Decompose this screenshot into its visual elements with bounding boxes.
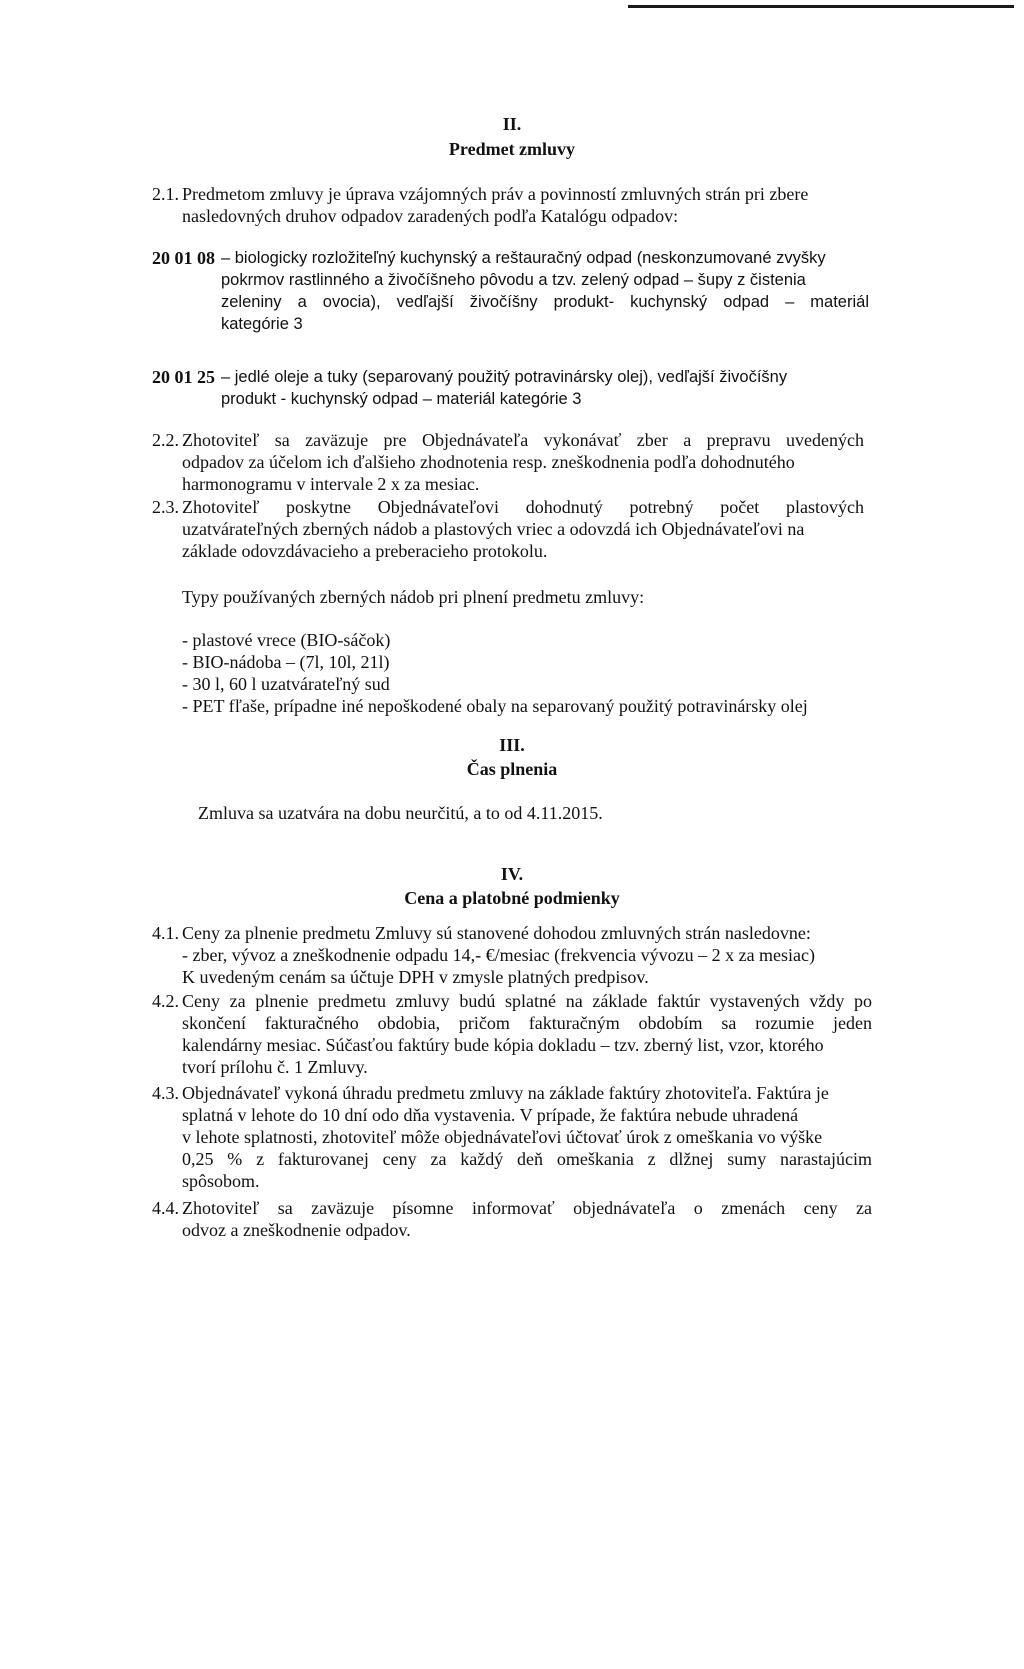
waste-code-2-line: produkt - kuchynský odpad – materiál kategórie 3 <box>221 390 582 408</box>
clause-4-1-line: K uvedeným cenám sa účtuje DPH v zmysle platných predpisov. <box>182 967 649 987</box>
waste-code-1-line: pokrmov rastlinného a živočíšneho pôvodu a tzv. zelený odpad – šupy z čistenia <box>221 271 806 289</box>
clause-4-3-line: splatná v lehote do 10 dní odo dňa vystavenia. V prípade, že faktúra nebude uhradená <box>182 1105 799 1125</box>
clause-2-1-line: Predmetom zmluvy je úprava vzájomných práv a povinností zmluvných strán pri zbere <box>182 184 809 204</box>
section-3-text: Zmluva sa uzatvára na dobu neurčitú, a to od 4.11.2015. <box>198 803 603 823</box>
clause-2-2-line: Zhotoviteľ sa zaväzuje pre Objednávateľa vykonávať zber a prepravu uvedených <box>182 430 864 450</box>
clause-4-3-line: spôsobom. <box>182 1171 260 1191</box>
clause-2-3-line: Zhotoviteľ poskytne Objednávateľovi dohodnutý potrebný počet plastových <box>182 497 864 517</box>
clause-4-2-line: Ceny za plnenie predmetu zmluvy budú splatné na základe faktúr vystavených vždy po <box>182 991 872 1011</box>
clause-2-1-text <box>182 183 872 227</box>
top-rule <box>628 5 1014 8</box>
clause-4-1-text <box>182 922 872 988</box>
clause-4-2-text <box>182 990 872 1078</box>
clause-4-3-number: 4.3. <box>152 1083 179 1103</box>
clause-2-2-line: harmonogramu v intervale 2 x za mesiac. <box>182 474 480 494</box>
clause-2-3-number: 2.3. <box>152 497 179 517</box>
clause-4-1-number: 4.1. <box>152 923 179 943</box>
clause-2-1-line: nasledovných druhov odpadov zaradených podľa Katalógu odpadov: <box>182 206 679 226</box>
clause-2-2-number: 2.2. <box>152 430 179 450</box>
container-types-heading: Typy používaných zberných nádob pri plnení predmetu zmluvy: <box>182 587 645 607</box>
clause-4-3-line: Objednávateľ vykoná úhradu predmetu zmluvy na základe faktúry zhotoviteľa. Faktúra je <box>182 1083 829 1103</box>
clause-4-1-line: - zber, vývoz a zneškodnenie odpadu 14,- €/mesiac (frekvencia vývozu – 2 x za mesiac) <box>182 945 816 965</box>
container-type-item: - PET fľaše, prípadne iné nepoškodené obaly na separovaný použitý potravinársky olej <box>182 696 808 716</box>
section-4-number: IV. <box>500 864 524 884</box>
clause-2-3-line: uzatvárateľných zberných nádob a plastových vriec a odovzdá ich Objednávateľovi na <box>182 519 805 539</box>
waste-code-1-line: kategórie 3 <box>221 315 303 333</box>
waste-code-1-description <box>221 247 869 335</box>
clause-4-2-line: tvorí prílohu č. 1 Zmluvy. <box>182 1057 368 1077</box>
waste-code-1: 20 01 08 <box>152 248 215 268</box>
waste-code-1-line: zeleniny a ovocia), vedľajší živočíšny produkt- kuchynský odpad – materiál <box>221 293 869 311</box>
section-2-number: II. <box>502 114 522 134</box>
container-type-item: - plastové vrece (BIO-sáčok) <box>182 630 391 650</box>
clause-2-1-number: 2.1. <box>152 184 179 204</box>
clause-2-3-text <box>182 496 864 562</box>
clause-4-2-number: 4.2. <box>152 991 179 1011</box>
section-3-title: Čas plnenia <box>466 759 558 779</box>
waste-code-2-description <box>221 366 869 410</box>
waste-code-2-line: – jedlé oleje a tuky (separovaný použitý potravinársky olej), vedľajší živočíšny <box>221 368 788 386</box>
clause-4-4-text <box>182 1197 872 1241</box>
clause-4-4-line: Zhotoviteľ sa zaväzuje písomne informovať objednávateľa o zmenách ceny za <box>182 1198 872 1218</box>
waste-code-1-line: – biologicky rozložiteľný kuchynský a reštauračný odpad (neskonzumované zvyšky <box>221 249 826 267</box>
clause-4-4-line: odvoz a zneškodnenie odpadov. <box>182 1220 411 1240</box>
container-types-list <box>182 629 808 717</box>
section-2-title: Predmet zmluvy <box>448 139 576 159</box>
clause-4-3-text <box>182 1082 872 1192</box>
container-type-item: - BIO-nádoba – (7l, 10l, 21l) <box>182 652 390 672</box>
clause-2-3-line: základe odovzdávacieho a preberacieho protokolu. <box>182 541 548 561</box>
clause-4-2-line: kalendárny mesiac. Súčasťou faktúry bude kópia dokladu – tzv. zberný list, vzor, ktorého <box>182 1035 824 1055</box>
clause-4-4-number: 4.4. <box>152 1198 179 1218</box>
clause-2-2-text <box>182 429 864 495</box>
clause-4-3-line: 0,25 % z fakturovanej ceny za každý deň omeškania z dlžnej sumy narastajúcim <box>182 1149 872 1169</box>
section-3-number: III. <box>499 735 525 755</box>
section-4-title: Cena a platobné podmienky <box>404 888 620 908</box>
clause-2-2-line: odpadov za účelom ich ďalšieho zhodnotenia resp. zneškodnenia podľa dohodnutého <box>182 452 795 472</box>
clause-4-3-line: v lehote splatnosti, zhotoviteľ môže objednávateľovi účtovať úrok z omeškania vo výške <box>182 1127 823 1147</box>
container-type-item: - 30 l, 60 l uzatvárateľný sud <box>182 674 390 694</box>
waste-code-2: 20 01 25 <box>152 367 215 387</box>
clause-4-1-line: Ceny za plnenie predmetu Zmluvy sú stanovené dohodou zmluvných strán nasledovne: <box>182 923 811 943</box>
clause-4-2-line: skončení fakturačného obdobia, pričom fakturačným obdobím sa rozumie jeden <box>182 1013 872 1033</box>
